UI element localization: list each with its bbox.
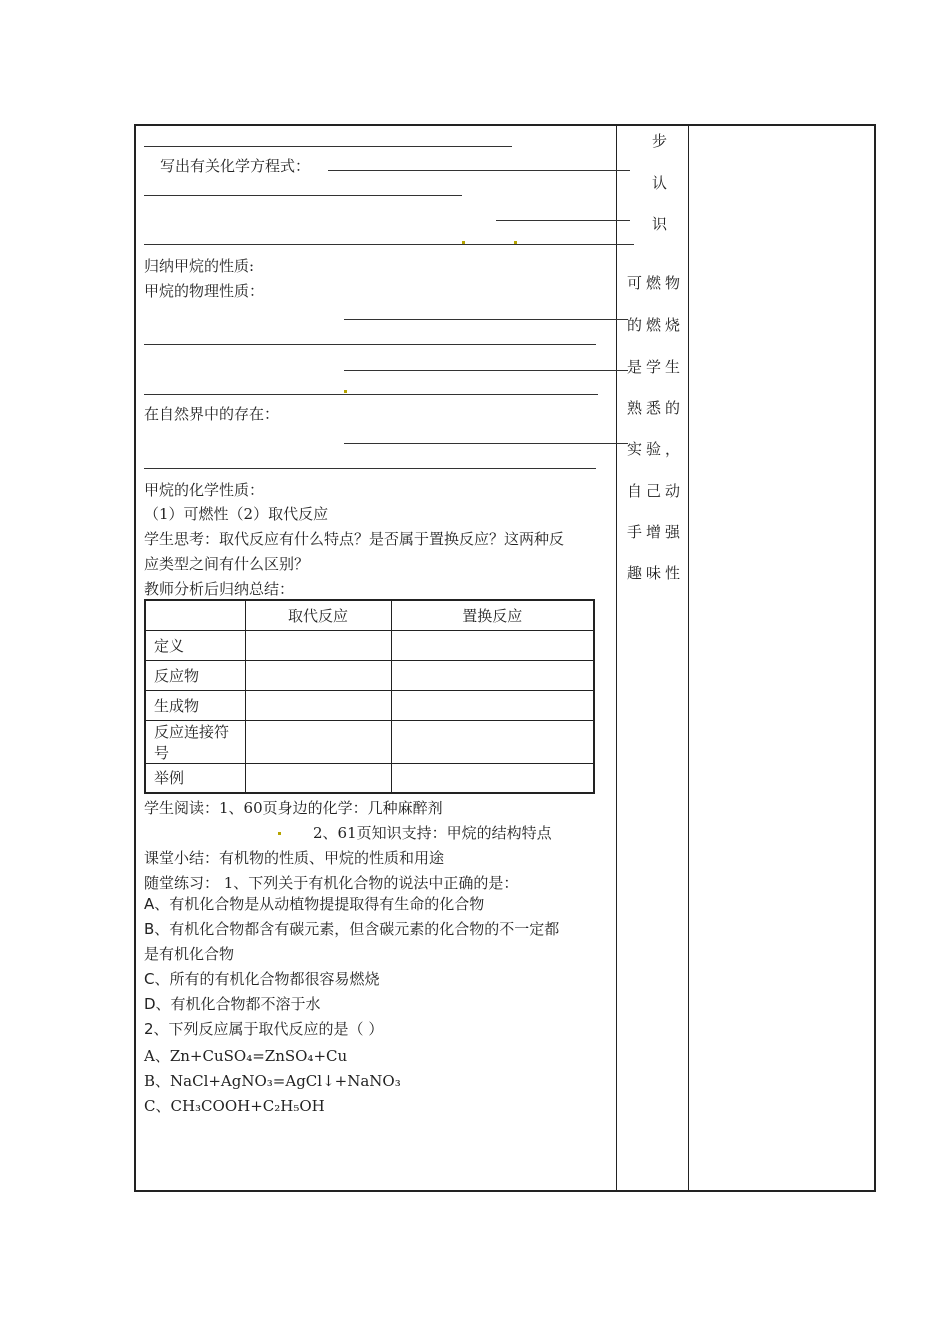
table-cell (245, 660, 391, 690)
student-think: 学生思考：取代反应有什么特点？是否属于置换反应？这两种反 (144, 530, 565, 548)
table-cell (391, 690, 594, 720)
q1-option-a: A、有机化合物是从动植物提提取得有生命的化合物 (144, 895, 485, 913)
scan-speck (344, 390, 347, 393)
blank-line (144, 146, 512, 147)
table-row (145, 720, 594, 763)
row-label: 生成物 (145, 690, 245, 720)
practice-intro: 随堂练习： 1、下列关于有机化合物的说法中正确的是： (144, 874, 519, 892)
nature-existence-label: 在自然界中的存在： (144, 405, 280, 423)
q1-option-b-cont: 是有机化合物 (144, 945, 235, 963)
blank-line (144, 195, 462, 196)
table-cell (391, 630, 594, 660)
table-cell (391, 763, 594, 793)
comparison-table (144, 599, 595, 794)
table-cell (391, 660, 594, 690)
summary-heading: 归纳甲烷的性质: (144, 257, 255, 275)
row-label: 反应连接符号 (145, 720, 245, 763)
q1-option-c: C、所有的有机化合物都很容易燃烧 (144, 970, 380, 988)
row-label: 举例 (145, 763, 245, 793)
blank-line (144, 468, 596, 469)
table-cell (245, 720, 391, 763)
blank-line (344, 443, 628, 444)
blank-line (144, 344, 596, 345)
student-think-cont: 应类型之间有什么区别？ (144, 555, 310, 573)
blank-line (144, 244, 634, 245)
side-note-line: 认 (652, 174, 668, 192)
side-note-line: 熟悉的 (627, 399, 685, 417)
blank-line (328, 170, 630, 171)
column-divider-1 (616, 124, 617, 1192)
q1-option-b: B、有机化合物都含有碳元素，但含碳元素的化合物的不一定都 (144, 920, 560, 938)
table-cell (245, 690, 391, 720)
scan-speck (514, 241, 517, 244)
side-note-line: 自己动 (627, 482, 685, 500)
row-label: 定义 (145, 630, 245, 660)
reading-1: 学生阅读：1、60页身边的化学：几种麻醉剂 (144, 799, 443, 817)
blank-line (144, 394, 598, 395)
side-note-line: 是学生 (627, 358, 685, 376)
q2-option-a: A、Zn+CuSO₄=ZnSO₄+Cu (144, 1047, 348, 1065)
blank-line (496, 220, 630, 221)
class-summary: 课堂小结：有机物的性质、甲烷的性质和用途 (144, 849, 445, 867)
properties-list: （1）可燃性（2）取代反应 (144, 505, 329, 523)
side-note-line: 的燃烧 (627, 316, 685, 334)
table-cell (245, 630, 391, 660)
table-header-cell: 置换反应 (391, 600, 594, 630)
column-divider-2 (688, 124, 689, 1192)
blank-line (344, 370, 628, 371)
chemical-properties-label: 甲烷的化学性质： (144, 481, 265, 499)
scan-speck (278, 832, 281, 835)
side-note-line: 实验， (627, 440, 685, 458)
table-cell (245, 763, 391, 793)
table-row (145, 630, 594, 660)
table-row (145, 660, 594, 690)
q2-option-c: C、CH₃COOH+C₂H₅OH (144, 1097, 325, 1115)
side-note-line: 可燃物 (627, 274, 685, 292)
table-row (145, 763, 594, 793)
q2-stem: 2、下列反应属于取代反应的是（ ） (144, 1020, 384, 1038)
blank-line (344, 319, 628, 320)
row-label: 反应物 (145, 660, 245, 690)
scan-speck (462, 241, 465, 244)
side-note-line: 识 (652, 215, 668, 233)
side-note-line: 步 (652, 132, 668, 150)
q2-option-b: B、NaCl+AgNO₃=AgCl↓+NaNO₃ (144, 1072, 401, 1090)
reading-2: 2、61页知识支持：甲烷的结构特点 (313, 824, 552, 842)
table-header-cell: 取代反应 (245, 600, 391, 630)
side-note-line: 趣味性 (627, 564, 685, 582)
table-row (145, 690, 594, 720)
physical-properties-label: 甲烷的物理性质： (144, 282, 265, 300)
table-cell (391, 720, 594, 763)
table-header-row (145, 600, 594, 630)
table-header-cell (145, 600, 245, 630)
q1-option-d: D、有机化合物都不溶于水 (144, 995, 321, 1013)
equation-prompt: 写出有关化学方程式： (160, 157, 311, 175)
teacher-summary: 教师分析后归纳总结： (144, 580, 295, 598)
side-note-line: 手增强 (627, 523, 685, 541)
